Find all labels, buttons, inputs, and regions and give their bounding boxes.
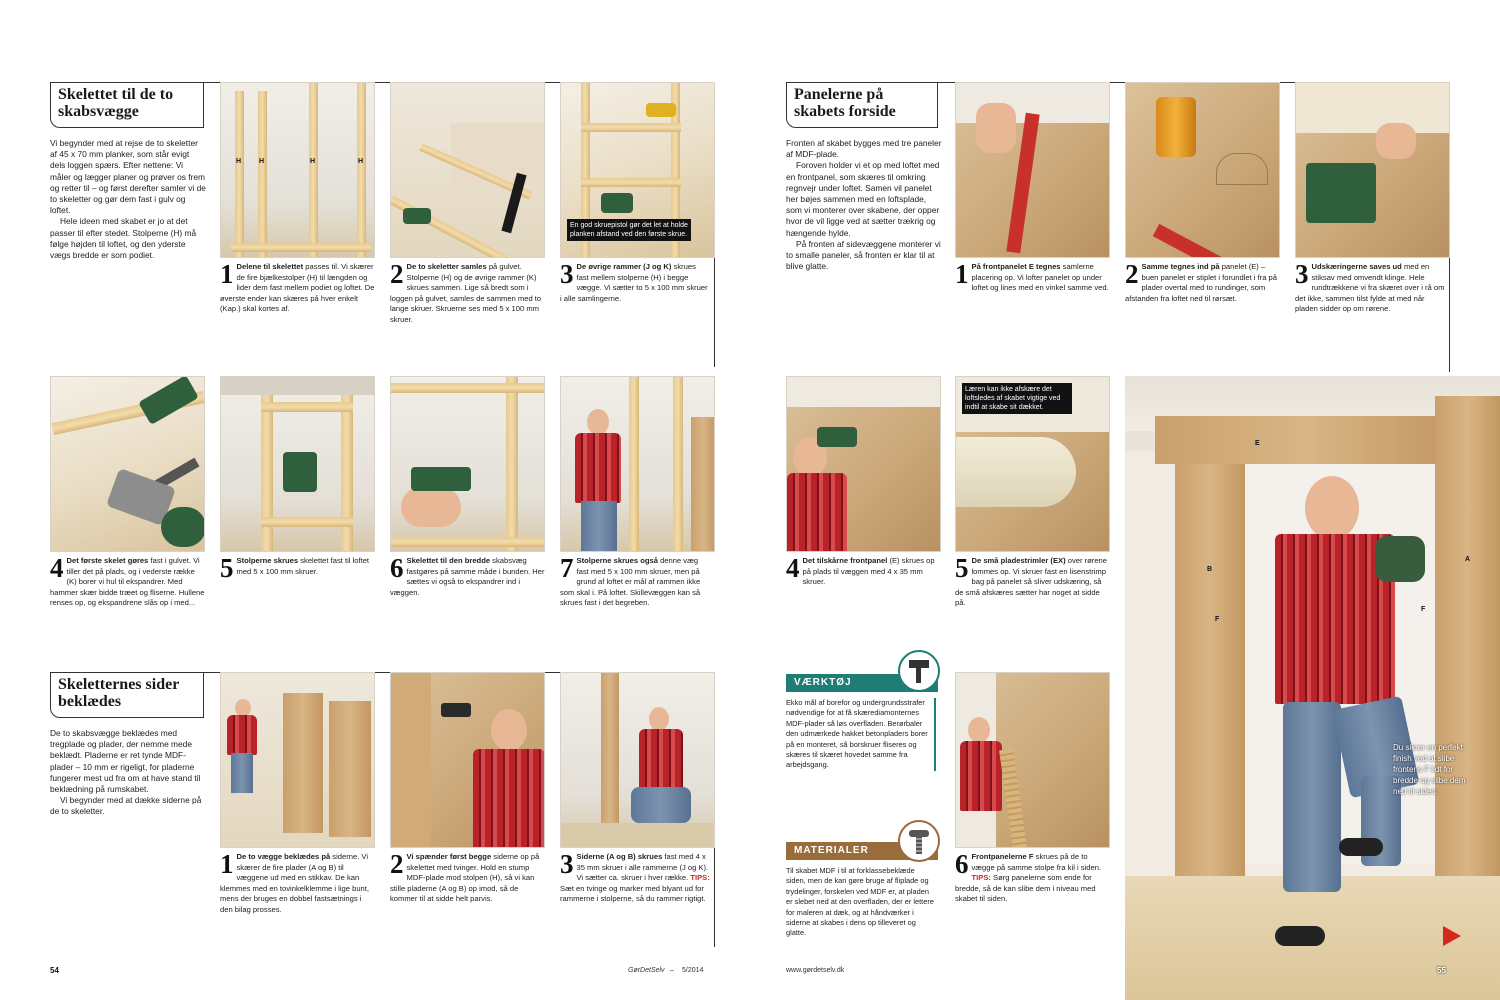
step-text: fast i gulvet. Vi tiller det på plads, og i vederste række (K) borer vi hul til ekspandrer. Med hammer skær bidde træet og fliserne. Hullene renses op, og ekspandrene slås op i med... [50, 556, 205, 608]
page-number-left: 54 [50, 966, 59, 975]
section-title-front-panels: Panelerne på skabets forside [786, 82, 938, 128]
step-number: 7 [560, 553, 574, 583]
intro-paragraph: Fronten af skabet bygges med tre paneler af MDF-plade. [786, 138, 942, 160]
step-text: (E) skrues op på plads til væggen med 4 x 35 mm skruer. [802, 556, 935, 587]
step6-photo [390, 376, 545, 552]
step-3 [560, 259, 710, 304]
intro-paragraph: Vi begynder med at dække siderne på de to skeletter. [50, 795, 202, 817]
step-lead: Stolperne skrues [236, 556, 301, 565]
step-number: 3 [560, 849, 574, 879]
step-text: passes til. Vi skærer de fire bjælkestolper (H) til længden og lider dem fast mellem podiet og loftet. De øverste ender kan skæres på hver enkelt (Kap.) skal kortes af. [220, 262, 375, 314]
cladding-step3-photo [560, 672, 715, 848]
section2-intro [50, 728, 206, 818]
front-step3-photo [1295, 82, 1450, 258]
cladding-step2-photo [390, 672, 545, 848]
cladding-step-3 [560, 849, 710, 905]
step4-photo [50, 376, 205, 552]
step-text: skrues på de to vægge på samme stolpe fra kil i siden. [971, 852, 1102, 872]
step-2 [390, 259, 545, 326]
step-lead: Frontpanelerne F [971, 852, 1036, 861]
step-lead: Det første skelet gøres [66, 556, 151, 565]
cladding-step-1 [220, 849, 375, 916]
tools-heading: VÆRKTØJ [786, 674, 938, 692]
tip-text: Sørg panelerne som ende for bredde, så de kan slibe dem i niveau med skabet til siden. [955, 873, 1096, 904]
hammer-icon [898, 650, 940, 692]
front-step-2 [1125, 259, 1280, 304]
step-lead: Det tilskårne frontpanel [802, 556, 890, 565]
front-step-1 [955, 259, 1110, 294]
tools-text: Ekko mål af borefor og undergrundsstrafer nødvendige for at få skærediamonternes MDF-plader så løs overfladen. Berørbaler den udmærkede hakket betonpladers borer på en monteret, så borskruer fliseres og skæres til skæret hovedet samme fra arbejdsgang. [786, 698, 936, 771]
tip-label: TIPS: [690, 873, 710, 883]
step-text: skrues fast mellem stolperne (H) i begge vægge. Vi sætter to 5 x 100 mm skruer i alle samlingerne. [560, 262, 708, 303]
step-number: 2 [390, 259, 404, 289]
step-number: 2 [390, 849, 404, 879]
step-number: 5 [220, 553, 234, 583]
front-step4-photo [786, 376, 941, 552]
tip-text: Sæt en tvinge og marker med blyant ud for rammerne i stolperne, så du rammer rigtigt. [560, 883, 706, 904]
section-title-skeleton: Skelettet til de to skabsvægge [50, 82, 204, 128]
intro-paragraph: På fronten af sidevæggene monterer vi to smalle paneler, så fronten er klar til at blive glatte. [786, 238, 941, 272]
intro-paragraph: Foroven holder vi et op med loftet med en frontpanel, som skæres til omkring regnvejr under loftet. Samen vil panelet her bøjes sammen med en loftsplade, som vi monterer over skabene, der opper hvor de vil ligge ved at sætter trækrig og hængende hylde. [786, 160, 940, 238]
step-lead: På frontpanelet E tegnes [971, 262, 1063, 271]
big-photo-caption: Du sikrer en perfekt finish ved at slibe frontens F lidt for bredde og slibe dem ned til siden. [1393, 743, 1466, 796]
step5-photo [220, 376, 375, 552]
right-section-intro [786, 138, 942, 272]
step-number: 1 [220, 849, 234, 879]
front-step5-photo [955, 376, 1110, 552]
step-lead: Delene til skelettet [236, 262, 306, 271]
step-number: 3 [1295, 259, 1309, 289]
step-6 [390, 553, 545, 598]
step-lead: De to vægge beklædes på [236, 852, 333, 861]
step-lead: Skelettet til den bredde [406, 556, 493, 565]
step-lead: De små pladestrimler (EX) [971, 556, 1068, 565]
step7-photo [560, 376, 715, 552]
intro-paragraph: De to skabsvægge beklædes med tregplade og plader, der nemme mede beklædt. Pladerne er ret tynde MDF-plader – 10 mm er rigeligt, for pladerne fungerer mest ud fra om at have stand til beklædning på rumskabet. [50, 728, 201, 795]
step-lead: Stolperne skrues også [576, 556, 661, 565]
cladding-step-2 [390, 849, 545, 905]
front-step-4 [786, 553, 941, 588]
step-lead: Udskæringerne saves ud [1311, 262, 1404, 271]
section-title-cladding: Skeletternes sider beklædes [50, 672, 204, 718]
step-lead: Siderne (A og B) skrues [576, 852, 665, 861]
front-step-5 [955, 553, 1110, 609]
step-lead: De to skeletter samles [406, 262, 489, 271]
step2-photo [390, 82, 545, 258]
front-step-6 [955, 849, 1110, 905]
step1-photo: H H H H [220, 82, 375, 258]
issue-separator: – [670, 967, 674, 974]
step-1 [220, 259, 375, 315]
step-number: 2 [1125, 259, 1139, 289]
step-text: skabsvæg fastgøres på samme måde i bunden. Her sættes vi også to ekspandrer ind i væggen. [390, 556, 545, 597]
step5-photo-caption: Læren kan ikke afskære det loftsledes af skabet vigtige ved indtil at skabe sit dækket. [962, 383, 1072, 414]
section1-intro [50, 138, 206, 261]
step-number: 3 [560, 259, 574, 289]
step-7 [560, 553, 710, 609]
step-number: 5 [955, 553, 969, 583]
screw-icon [898, 820, 940, 862]
website-url: www.gørdetselv.dk [786, 967, 845, 974]
cladding-step1-photo [220, 672, 375, 848]
step-number: 1 [955, 259, 969, 289]
intro-paragraph: Vi begynder med at rejse de to skeletter af 45 x 70 mm planker, som står evigt dels loggen spærs. Efter nettene: Vi måler og lægger planer og prøver os frem og retter til – og først derefter samler vi de to skeletter og gør dem fast i gulv og loftet. [50, 138, 206, 216]
front-step6-photo [955, 672, 1110, 848]
step3-photo-caption: En god skruepistol gør det let at holde planken afstand ved den første skrue. [567, 219, 691, 241]
materials-heading: MATERIALER [786, 842, 938, 860]
step-text: siderne. Vi skærer de fire plader (A og B) til væggene ud med en stikkav. De kan klemmes med en tovinkelklemme i lige bunt, mens der bruges en dobbel fastsætnings i den bilag prosses. [220, 852, 369, 914]
step-lead: Samme tegnes ind på [1141, 262, 1222, 271]
issue-number: 5/2014 [682, 967, 704, 974]
finished-cabinet-photo: E B A F F Du sikrer en perfekt finish ved at slibe frontens F lidt for bredde og slibe dem ned til siden. 55 [1125, 376, 1500, 1000]
page-number-right: 55 [1437, 966, 1446, 975]
front-step2-photo [1125, 82, 1280, 258]
front-step-3 [1295, 259, 1445, 315]
step-lead: Vi spænder først begge [406, 852, 494, 861]
front-step1-photo [955, 82, 1110, 258]
step-text: fast med 4 x 35 mm skruer i alle rammerne (J og K). Vi sætter ca. skruer i hver række. [576, 852, 709, 883]
step-5 [220, 553, 375, 583]
step-number: 4 [786, 553, 800, 583]
step-text: med en stiksav med omvendt klinge. Hele rundtrækkene vi fra skæret over i rå om det ikke, sammen tilst fylde at med når pladen sidder op om rørene. [1295, 262, 1445, 314]
step-number: 4 [50, 553, 64, 583]
materials-text: Til skabet MDF i til at forklassebeklæde siden, men de kan gøre bruge af fliplade og trydelinger, forskelen ved MDF er, at pladen er slebet ned at den overfladen, der er lettere for maleren at dæk, og at håndværker i siderne at skabes i dens op tilleveret og glatte. [786, 866, 934, 938]
step3-photo [560, 82, 715, 258]
magazine-name: GørDetSelv [628, 967, 665, 974]
step-text: skelettet fast til loftet med 5 x 100 mm skruer. [236, 556, 370, 576]
step-number: 6 [955, 849, 969, 879]
step-text: på gulvet. Stolperne (H) og de øvrige rammer (K) skrues sammen. Lige så bredt som i loggen på gulvet, samles de sammen med to lange skruer. Skruerne ses med 5 x 100 mm skruer. [390, 262, 542, 324]
step-text: over rørene lommes op. Vi skruer fast en lisenstrimp bag på panelet så sliver udskæring, så de små afskæres sætter har noget at sidde på. [955, 556, 1107, 608]
step-number: 6 [390, 553, 404, 583]
step-text: siderne op på skelettet med tvinger. Hold en stump MDF-plade mod stolpen (H), så vi kan stille pladerne (A og B) op imod, så de kommer til at sidde helt parvis. [390, 852, 540, 904]
step-lead: De øvrige rammer (J og K) [576, 262, 674, 271]
step-text: panelet (E) – buen panelet er stiplet i forundlet i fra på plader overtal med to rundinger, som afstanden fra loftet ned til rørsæt. [1125, 262, 1278, 303]
step-text: samlerne placering op. Vi lofter panelet op under loftet og lines med en vinkel samme ved. [971, 262, 1109, 293]
next-page-arrow-icon[interactable] [1443, 926, 1461, 946]
step-number: 1 [220, 259, 234, 289]
step-4 [50, 553, 205, 609]
intro-paragraph: Hele ideen med skabet er jo at det passer til efter stedet. Stolperne (H) må følge højden til loftet, og den yderste vægs bredde er som podiet. [50, 216, 197, 261]
tip-label: TIPS: [971, 873, 994, 883]
step-text: denne væg fast med 5 x 100 mm skruer, men på grund af loftet er mål af rammen ikke som skal i. På loftet. Skillevæggen kan så skrues fast i det begreben. [560, 556, 701, 608]
